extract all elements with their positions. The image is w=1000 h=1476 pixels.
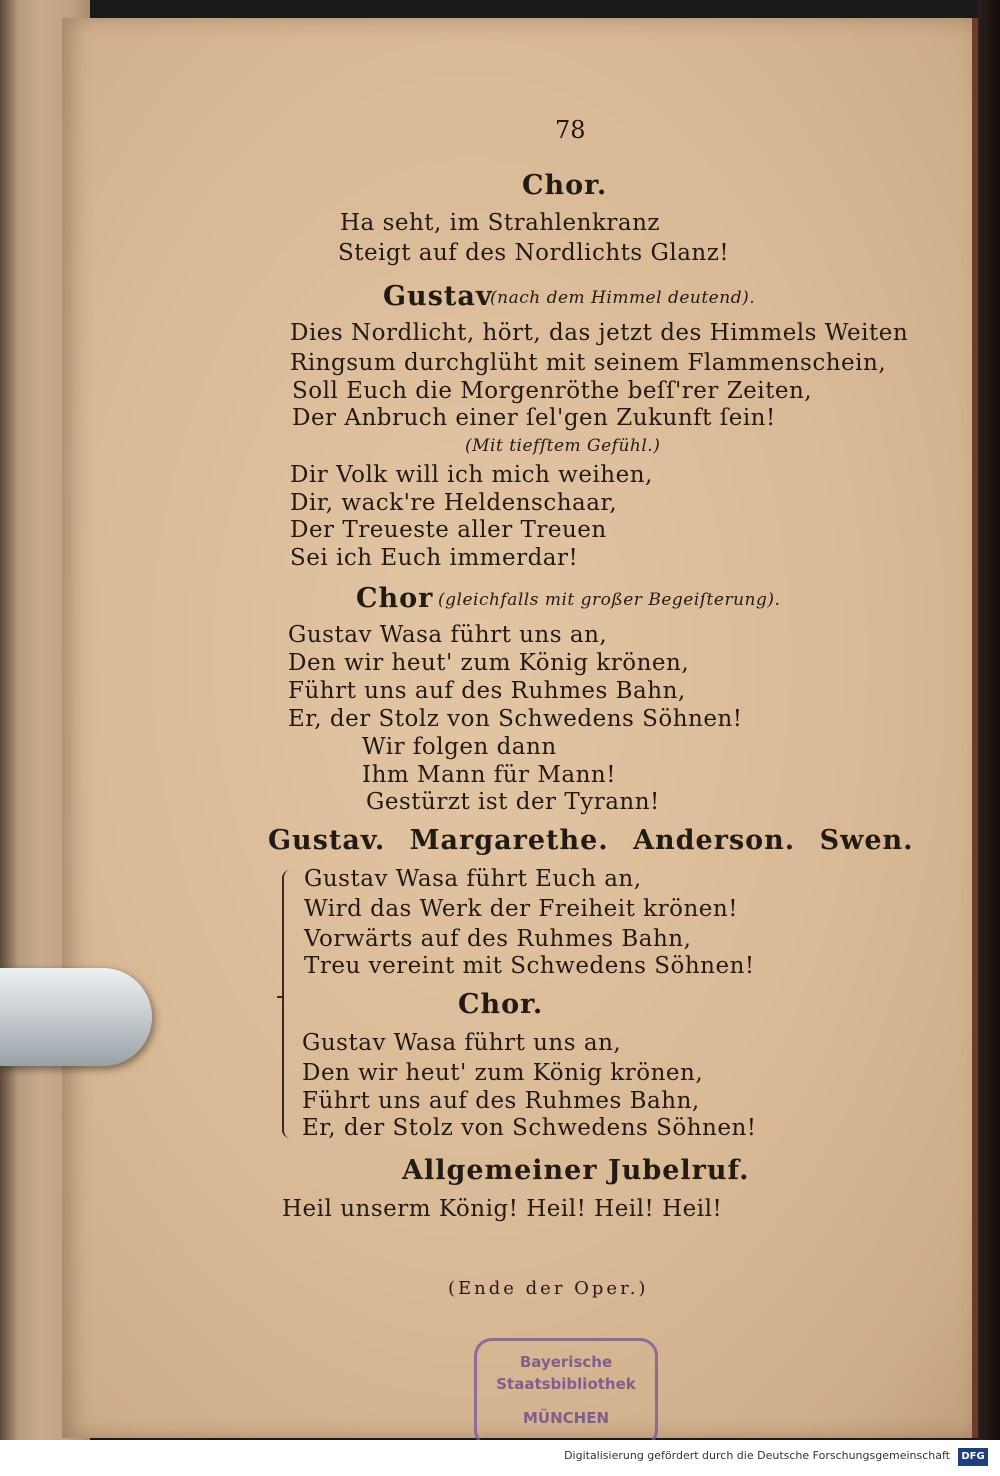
page-clip [0,968,152,1066]
verse-line: Soll Euch die Morgenröthe beſſ'rer Zeiten, [292,378,813,404]
verse-line: Wird das Werk der Freiheit krönen! [304,896,738,922]
verse-line: Der Anbruch einer ſel'gen Zukunft ſein! [292,405,776,431]
verse-line-indented: Ihm Mann für Mann! [362,762,616,788]
end-note: (Ende der Oper.) [448,1278,649,1299]
stamp-line: Bayerische [519,1353,613,1371]
verse-line: Treu vereint mit Schwedens Söhnen! [304,953,755,979]
heading-quartet: Gustav. Margarethe. Anderson. Swen. [268,825,914,856]
verse-line: Gustav Wasa führt Euch an, [304,866,642,892]
verse-line: Ringsum durchglüht mit seinem Flammenschein, [290,350,887,376]
verse-line: Sei ich Euch immerdar! [290,545,579,571]
stamp-line: MÜNCHEN [522,1409,610,1427]
verse-line-indented: Wir folgen dann [362,734,557,760]
scan-background [978,0,1000,1440]
verse-line: Führt uns auf des Ruhmes Bahn, [288,678,686,704]
verse-line: Dir, wack're Heldenschaar, [290,490,618,516]
verse-line: Der Treueste aller Treuen [290,517,607,543]
verse-line: Dies Nordlicht, hört, das jetzt des Himmels Weiten [290,320,909,346]
verse-line-indented: Gestürzt ist der Tyrann! [366,789,660,815]
dfg-logo-icon: DFG [958,1448,988,1466]
verse-line: Gustav Wasa führt uns an, [302,1030,622,1056]
verse-line: Steigt auf des Nordlichts Glanz! [338,240,730,266]
page-number: 78 [555,116,586,144]
verse-line: Führt uns auf des Ruhmes Bahn, [302,1088,700,1114]
verse-line: Gustav Wasa führt uns an, [288,622,608,648]
stage-direction: (Mit tiefſtem Gefühl.) [465,436,661,456]
brace [282,870,294,1138]
verse-line: Er, der Stolz von Schwedens Söhnen! [288,706,743,732]
heading-chor: Chor. [458,989,544,1020]
heading-chor: Chor [356,583,434,614]
stage-direction: (gleichfalls mit großer Begeiſterung). [438,590,781,610]
footer [0,1440,1000,1476]
verse-line: Vorwärts auf des Ruhmes Bahn, [304,926,692,952]
library-stamp [474,1338,658,1448]
verse-line: Er, der Stolz von Schwedens Söhnen! [302,1115,757,1141]
heading-gustav: Gustav [383,281,493,312]
stamp-line: Staatsbibliothek [496,1375,636,1393]
verse-line: Dir Volk will ich mich weihen, [290,462,653,488]
brace-tip [277,996,284,998]
verse-line: Den wir heut' zum König krönen, [288,650,690,676]
footer-text: Digitalisierung gefördert durch die Deutsche Forschungsgemeinschaft [564,1449,950,1462]
heading-jubelruf: Allgemeiner Jubelruf. [402,1155,750,1186]
verse-line: Heil unserm König! Heil! Heil! Heil! [282,1196,723,1222]
stage-direction: (nach dem Himmel deutend). [490,288,756,308]
verse-line: Ha seht, im Strahlenkranz [340,210,661,236]
verse-line: Den wir heut' zum König krönen, [302,1060,704,1086]
heading-chor: Chor. [522,170,608,201]
